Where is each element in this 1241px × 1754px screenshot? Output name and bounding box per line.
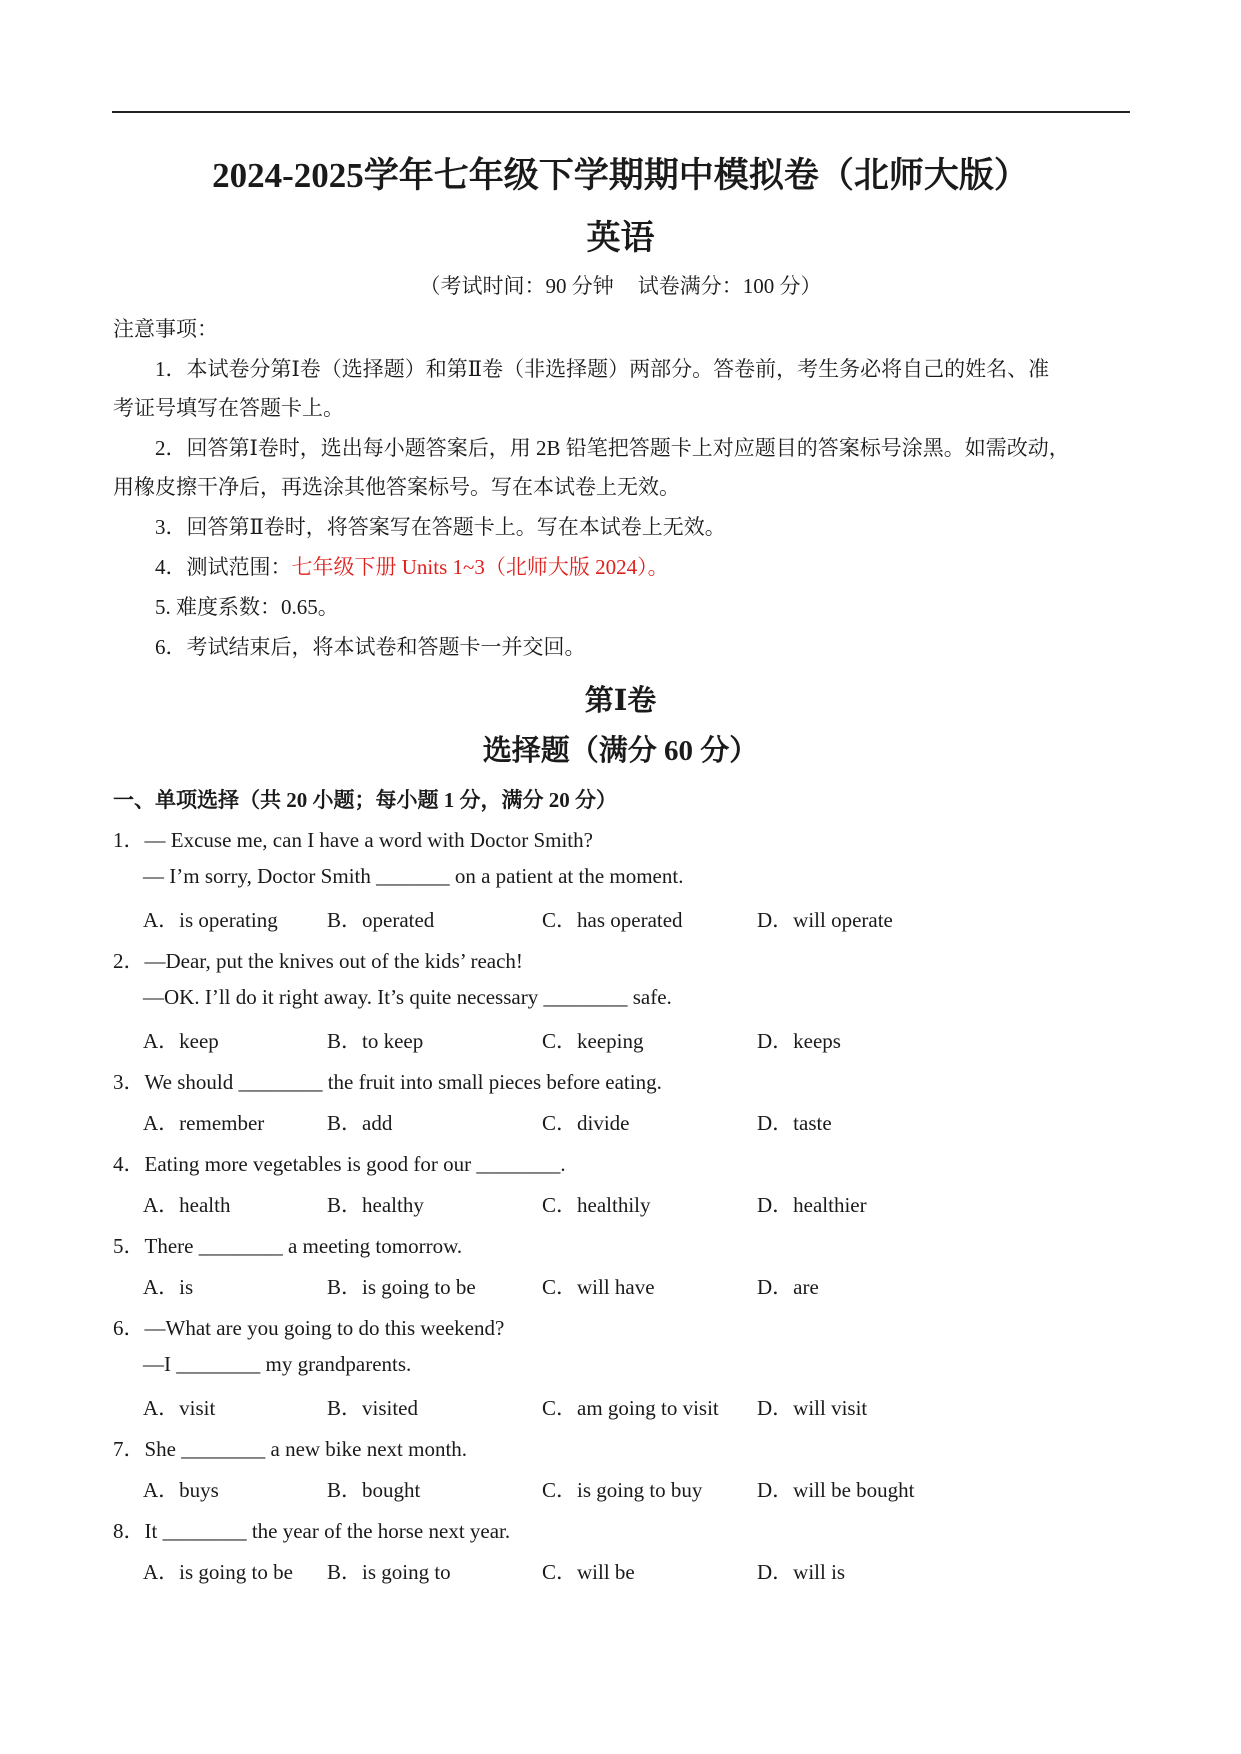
question-8-option-d[interactable]: D．will is xyxy=(757,1560,846,1584)
question-4-stem: 4．Eating more vegetables is good for our ________. xyxy=(113,1152,566,1176)
question-2-option-d[interactable]: D．keeps xyxy=(757,1029,841,1053)
question-6-option-c[interactable]: C．am going to visit xyxy=(542,1396,719,1420)
note-2-line-1: 2．回答第Ⅰ卷时，选出每小题答案后，用 2B 铅笔把答题卡上对应题目的答案标号涂黑。如需改动， xyxy=(155,436,1070,460)
note-3: 3．回答第Ⅱ卷时，将答案写在答题卡上。写在本试卷上无效。 xyxy=(155,515,726,539)
question-4-option-c[interactable]: C．healthily xyxy=(542,1193,651,1217)
question-7-option-b[interactable]: B．bought xyxy=(327,1478,421,1502)
notes-heading: 注意事项： xyxy=(113,317,218,341)
section-volume: 第Ⅰ卷 xyxy=(584,685,657,717)
question-1-line-2: — I’m sorry, Doctor Smith _______ on a patient at the moment. xyxy=(143,864,684,888)
question-1-option-d[interactable]: D．will operate xyxy=(757,908,893,932)
question-1-option-c[interactable]: C．has operated xyxy=(542,908,683,932)
question-5-stem: 5．There ________ a meeting tomorrow. xyxy=(113,1234,463,1258)
subject-title: 英语 xyxy=(586,220,655,257)
note-5: 5. 难度系数：0.65。 xyxy=(155,595,339,619)
note-4-prefix: 4．测试范围： xyxy=(155,555,292,579)
page-title: 2024-2025学年七年级下学期期中模拟卷（北师大版） xyxy=(212,156,1029,195)
question-2-option-b[interactable]: B．to keep xyxy=(327,1029,424,1053)
question-5-option-d[interactable]: D．are xyxy=(757,1275,819,1299)
question-3-option-d[interactable]: D．taste xyxy=(757,1111,832,1135)
question-7-stem: 7．She ________ a new bike next month. xyxy=(113,1437,468,1461)
question-6-option-a[interactable]: A．visit xyxy=(143,1396,216,1420)
exam-time: （考试时间：90 分钟 xyxy=(419,274,614,298)
question-1-option-b[interactable]: B．operated xyxy=(327,908,435,932)
question-4-option-a[interactable]: A．health xyxy=(143,1193,231,1217)
question-3-option-a[interactable]: A．remember xyxy=(143,1111,265,1135)
part-heading: 一、单项选择（共 20 小题；每小题 1 分，满分 20 分） xyxy=(113,788,617,812)
question-5-option-c[interactable]: C．will have xyxy=(542,1275,655,1299)
question-7-option-c[interactable]: C．is going to buy xyxy=(542,1478,703,1502)
note-4-range: 七年级下册 Units 1~3（北师大版 2024）。 xyxy=(291,555,669,579)
note-4 xyxy=(155,551,669,581)
question-2-line-2: —OK. I’ll do it right away. It’s quite necessary ________ safe. xyxy=(143,985,672,1009)
question-2-stem: 2．—Dear, put the knives out of the kids’ reach! xyxy=(113,949,523,973)
question-6-stem: 6．—What are you going to do this weekend? xyxy=(113,1316,505,1340)
question-8-option-b[interactable]: B．is going to xyxy=(327,1560,451,1584)
note-6: 6．考试结束后，将本试卷和答题卡一并交回。 xyxy=(155,635,586,659)
question-6-option-d[interactable]: D．will visit xyxy=(757,1396,868,1420)
section-title: 选择题（满分 60 分） xyxy=(482,735,759,767)
question-6-line-2: —I ________ my grandparents. xyxy=(143,1352,412,1376)
question-1-stem: 1．— Excuse me, can I have a word with Doctor Smith? xyxy=(113,828,593,852)
question-1-option-a[interactable]: A．is operating xyxy=(143,908,278,932)
question-4-option-d[interactable]: D．healthier xyxy=(757,1193,867,1217)
note-1-line-1: 1．本试卷分第Ⅰ卷（选择题）和第Ⅱ卷（非选择题）两部分。答卷前，考生务必将自己的姓名、准 xyxy=(155,357,1050,381)
question-8-option-c[interactable]: C．will be xyxy=(542,1560,635,1584)
question-6-option-b[interactable]: B．visited xyxy=(327,1396,419,1420)
question-8-option-a[interactable]: A．is going to be xyxy=(143,1560,293,1584)
question-3-stem: 3．We should ________ the fruit into small pieces before eating. xyxy=(113,1070,662,1094)
question-4-option-b[interactable]: B．healthy xyxy=(327,1193,424,1217)
question-5-option-a[interactable]: A．is xyxy=(143,1275,194,1299)
note-2-line-2: 用橡皮擦干净后，再选涂其他答案标号。写在本试卷上无效。 xyxy=(113,475,680,499)
full-score: 试卷满分：100 分） xyxy=(637,274,822,298)
header-rule xyxy=(112,111,1130,113)
question-5-option-b[interactable]: B．is going to be xyxy=(327,1275,476,1299)
question-3-option-b[interactable]: B．add xyxy=(327,1111,393,1135)
question-2-option-a[interactable]: A．keep xyxy=(143,1029,219,1053)
question-7-option-d[interactable]: D．will be bought xyxy=(757,1478,915,1502)
question-7-option-a[interactable]: A．buys xyxy=(143,1478,219,1502)
note-1-line-2: 考证号填写在答题卡上。 xyxy=(113,396,344,420)
question-3-option-c[interactable]: C．divide xyxy=(542,1111,630,1135)
exam-info xyxy=(0,270,1241,300)
question-2-option-c[interactable]: C．keeping xyxy=(542,1029,644,1053)
question-8-stem: 8．It ________ the year of the horse next year. xyxy=(113,1519,511,1543)
